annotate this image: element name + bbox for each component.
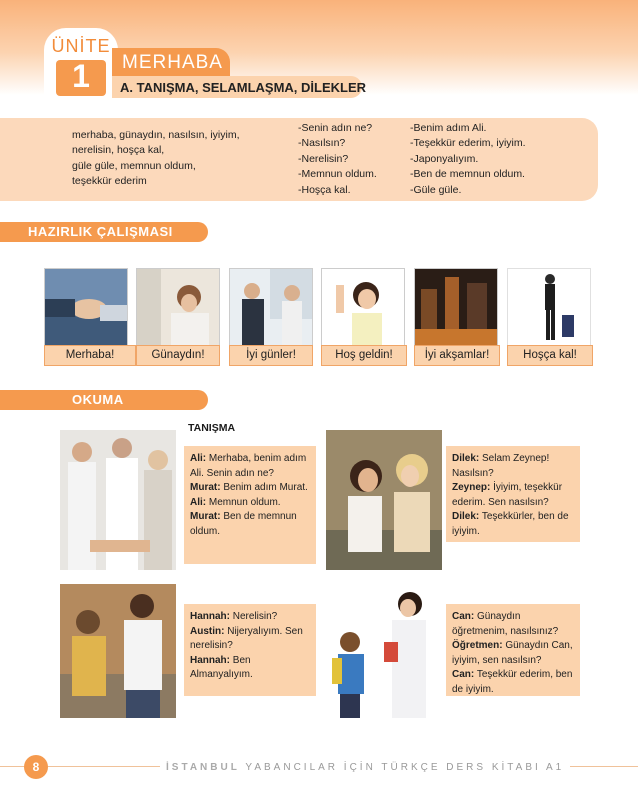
vocab-line: merhaba, günaydın, nasılsın, iyiyim, — [72, 129, 240, 141]
vocabulary-questions — [298, 121, 377, 198]
vocabulary-answers — [410, 121, 526, 198]
group-meeting-photo — [60, 430, 176, 570]
greeting-label: Merhaba! — [44, 345, 136, 366]
page-number: 8 — [24, 755, 48, 779]
dialog-text: Günaydın Can, iyiyim, sen nasılsın? — [452, 640, 573, 666]
dialog-text: Selam Zeynep! Nasılsın? — [452, 453, 550, 479]
book-title — [160, 762, 570, 773]
dialog-text: Merhaba, benim adım Ali. Senin adın ne? — [190, 453, 307, 479]
speaker-name: Ali: — [190, 453, 207, 464]
handshake-photo — [44, 268, 128, 348]
page-title: MERHABA — [122, 52, 223, 73]
unit-number: 1 — [72, 58, 90, 94]
speaker-name: Murat: — [190, 511, 221, 522]
dialog-line — [452, 610, 574, 639]
dialog-line — [190, 452, 310, 481]
question-line: -Nasılsın? — [298, 137, 346, 150]
question-line: -Senin adın ne? — [298, 122, 373, 134]
speaker-name: Hannah: — [190, 611, 230, 622]
speaker-name: Zeynep: — [452, 482, 491, 493]
dialog-box-3 — [184, 604, 316, 696]
students-talking-photo — [60, 584, 176, 718]
greeting-label: Hoşça kal! — [507, 345, 593, 366]
dialog-box-2 — [446, 446, 580, 542]
dialog-text: İyiyim, teşekkür ederim. Sen nasılsın? — [452, 482, 563, 508]
speaker-name: Ali: — [190, 496, 207, 508]
speaker-name: Dilek: — [452, 453, 480, 464]
greeting-label: İyi akşamlar! — [414, 345, 500, 366]
dialog-line — [452, 639, 574, 668]
woman-waving-photo — [321, 268, 405, 348]
answer-line: -Güle güle. — [410, 183, 462, 196]
vocab-line: nerelisin, hoşça kal, — [72, 144, 165, 157]
traveller-suitcase-photo — [507, 268, 591, 348]
dialog-text: Benim adım Murat. — [220, 482, 308, 493]
question-line: -Memnun oldum. — [298, 168, 377, 181]
dialog-text: Ben de memnun oldum. — [190, 511, 297, 537]
dialog-line — [452, 481, 574, 510]
greeting-label: Günaydın! — [136, 345, 220, 366]
dialog-line — [452, 668, 574, 697]
city-night-photo — [414, 268, 498, 348]
page-subtitle: A. TANIŞMA, SELAMLAŞMA, DİLEKLER — [120, 80, 367, 95]
book-title-rest: YABANCILAR İÇİN TÜRKÇE DERS KİTABI A1 — [239, 762, 565, 773]
speaker-name: Hannah: — [190, 654, 230, 666]
reading-title: TANIŞMA — [188, 422, 236, 434]
dialog-line — [190, 625, 310, 654]
answer-line: -Benim adım Ali. — [410, 122, 487, 134]
dialog-text: Nijeryalıyım. Sen nerelisin? — [190, 625, 303, 651]
dialog-text: Günaydın öğretmenim, nasılsınız? — [452, 611, 559, 637]
preparation-heading: HAZIRLIK ÇALIŞMASI — [0, 222, 208, 242]
speaker-name: Can: — [452, 669, 475, 680]
vocabulary-words — [72, 128, 240, 190]
business-handshake-photo — [229, 268, 313, 348]
dialog-text: Ben Almanyalıyım. — [190, 654, 253, 680]
dialog-text: Teşekkür ederim, ben de iyiyim. — [452, 669, 573, 695]
greeting-label: İyi günler! — [229, 345, 313, 366]
vocab-line: teşekkür ederim — [72, 175, 147, 188]
dialog-line — [452, 452, 574, 481]
book-title-city: İSTANBUL — [166, 762, 240, 773]
dialog-line — [190, 510, 310, 539]
dialog-line — [452, 510, 574, 539]
teacher-student-photo — [326, 584, 442, 718]
unit-label: ÜNİTE — [51, 36, 111, 56]
greeting-label: Hoş geldin! — [321, 345, 407, 366]
speaker-name: Öğretmen: — [452, 640, 503, 651]
question-line: -Hoşça kal. — [298, 183, 351, 196]
question-line: -Nerelisin? — [298, 152, 349, 165]
speaker-name: Murat: — [190, 482, 221, 493]
dialog-line — [190, 481, 310, 496]
reading-heading: OKUMA — [0, 390, 208, 410]
answer-line: -Ben de memnun oldum. — [410, 168, 525, 181]
dialog-box-1 — [184, 446, 316, 564]
vocab-line: güle güle, memnun oldum, — [72, 159, 196, 172]
answer-line: -Japonyalıyım. — [410, 152, 479, 165]
two-women-photo — [326, 430, 442, 570]
speaker-name: Dilek: — [452, 511, 480, 522]
dialog-text: Nerelisin? — [230, 611, 278, 622]
dialog-line — [190, 610, 310, 625]
speaker-name: Austin: — [190, 625, 225, 637]
dialog-line — [190, 654, 310, 683]
woman-waking-photo — [136, 268, 220, 348]
dialog-line — [190, 496, 310, 511]
dialog-box-4 — [446, 604, 580, 696]
speaker-name: Can: — [452, 611, 475, 622]
answer-line: -Teşekkür ederim, iyiyim. — [410, 137, 526, 150]
dialog-text: Memnun oldum. — [206, 496, 281, 508]
dialog-text: Teşekkürler, ben de iyiyim. — [452, 511, 569, 537]
